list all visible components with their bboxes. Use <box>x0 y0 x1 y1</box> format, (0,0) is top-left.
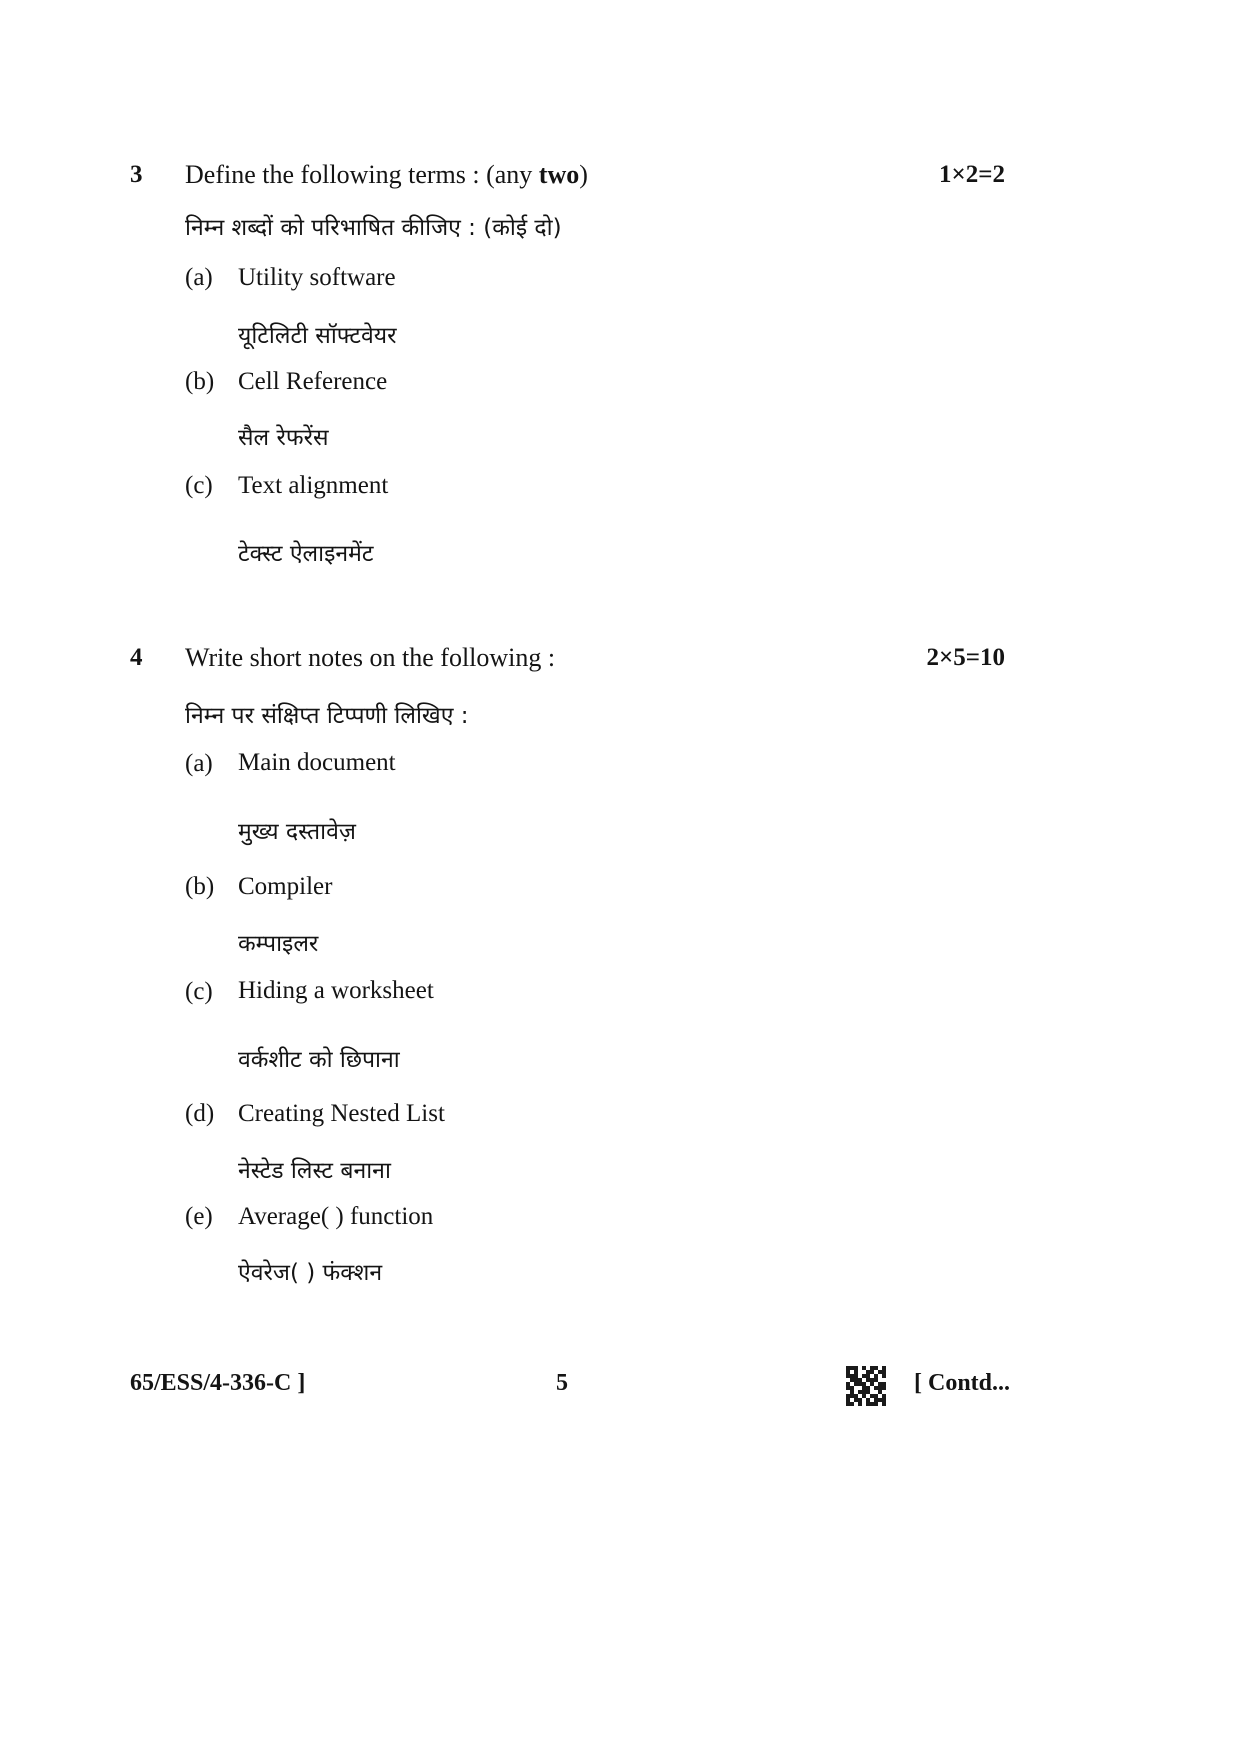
question-3-prompt-pre: Define the following terms : (any <box>185 160 539 189</box>
question-4-number: 4 <box>130 644 143 671</box>
q3-item-c-label: (c) <box>185 472 213 499</box>
q4-item-d-label: (d) <box>185 1100 215 1127</box>
q4-item-b-text: Compiler <box>238 873 333 900</box>
question-3-marks: 1×2=2 <box>939 161 1005 188</box>
question-3-prompt-bold: two <box>538 160 580 189</box>
question-4-prompt: Write short notes on the following : <box>185 643 556 672</box>
q4-item-b-hindi: कम्पाइलर <box>238 931 319 957</box>
q4-item-d-hindi: नेस्टेड लिस्ट बनाना <box>238 1158 391 1184</box>
q4-item-e-text: Average( ) function <box>238 1203 434 1230</box>
page-number: 5 <box>556 1370 568 1396</box>
q3-item-a-text: Utility software <box>238 264 396 291</box>
paper-code: 65/ESS/4-336-C ] <box>130 1370 306 1396</box>
q4-item-e-hindi: ऐवरेज( ) फंक्शन <box>238 1260 383 1286</box>
q4-item-c-label: (c) <box>185 978 213 1005</box>
q3-item-a-hindi: यूटिलिटी सॉफ्टवेयर <box>238 323 397 349</box>
q4-item-a-hindi: मुख्य दस्तावेज़ <box>238 819 356 845</box>
q4-item-e-label: (e) <box>185 1203 213 1230</box>
q4-item-b-label: (b) <box>185 873 215 900</box>
q3-item-b-hindi: सैल रेफरेंस <box>238 425 329 451</box>
q4-item-a-text: Main document <box>238 749 396 776</box>
q4-item-c-text: Hiding a worksheet <box>238 977 434 1004</box>
question-3-prompt-post: ) <box>579 160 588 189</box>
question-3-number: 3 <box>130 161 143 188</box>
question-4-hindi-prompt: निम्न पर संक्षिप्त टिप्पणी लिखिए : <box>185 703 469 729</box>
q3-item-b-label: (b) <box>185 368 215 395</box>
q4-item-c-hindi: वर्कशीट को छिपाना <box>238 1047 400 1073</box>
continued-label: [ Contd... <box>914 1370 1011 1396</box>
q3-item-a-label: (a) <box>185 264 213 291</box>
qr-code-icon <box>846 1366 886 1411</box>
q3-item-c-text: Text alignment <box>238 472 389 499</box>
q4-item-a-label: (a) <box>185 750 213 777</box>
question-3-hindi-prompt: निम्न शब्दों को परिभाषित कीजिए : (कोई दो) <box>185 215 562 241</box>
q3-item-b-text: Cell Reference <box>238 368 388 395</box>
question-4-marks: 2×5=10 <box>926 644 1005 671</box>
q3-item-c-hindi: टेक्स्ट ऐलाइनमेंट <box>238 541 374 567</box>
q4-item-d-text: Creating Nested List <box>238 1100 445 1127</box>
question-3-prompt <box>185 160 588 190</box>
